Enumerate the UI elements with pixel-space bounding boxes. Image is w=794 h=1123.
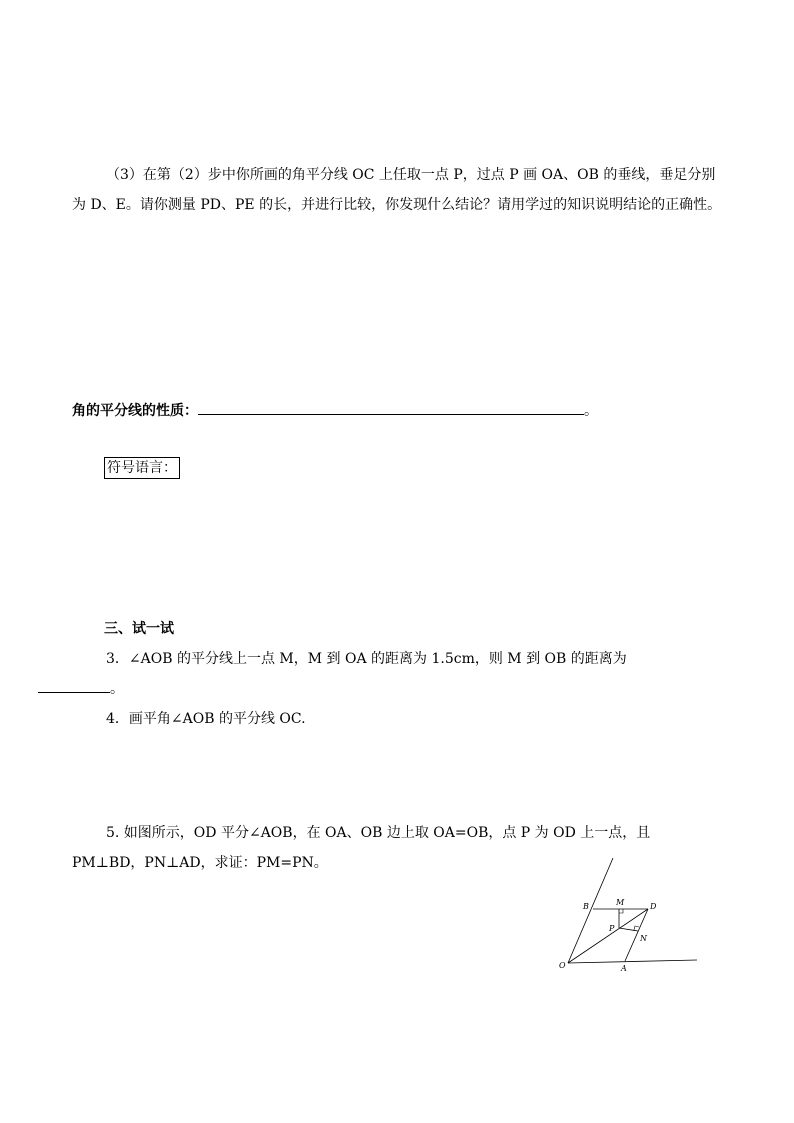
label-b: B [583, 902, 589, 911]
exercise-3 [72, 644, 722, 704]
section-title: 三、试一试 [104, 621, 174, 637]
exercise-3-text: 3．∠AOB 的平分线上一点 M，M 到 OA 的距离为 1.5cm，则 M 到 OB 的距离为 [106, 651, 627, 667]
label-o: O [559, 961, 566, 970]
label-a: A [621, 964, 627, 973]
question-3-text: （3）在第（2）步中你所画的角平分线 OC 上任取一点 P，过点 P 画 OA、OB 的垂线，垂足分别为 D、E。请你测量 PD、PE 的长，并进行比较，你发现什么结论？请用学过的知识说明结论的正确性。 [72, 167, 722, 213]
exercise-4-text: 4．画平角∠AOB 的平分线 OC. [106, 711, 306, 727]
label-d: D [650, 902, 657, 911]
symbol-language-box [104, 457, 180, 479]
ray-oa [568, 960, 697, 963]
label-m: M [616, 898, 625, 907]
label-n: N [640, 934, 647, 943]
label-p: P [609, 924, 615, 933]
symbol-language-label: 符号语言： [107, 460, 177, 476]
property-answer-blank[interactable] [198, 400, 584, 415]
right-angle-n [634, 926, 639, 930]
geometry-figure [555, 852, 715, 982]
property-end: 。 [584, 403, 598, 419]
exercise-5-text: 5. 如图所示，OD 平分∠AOB，在 OA、OB 边上取 OA=OB，点 P 为 OD 上一点，且 PM⊥BD，PN⊥AD，求证：PM=PN。 [72, 825, 651, 871]
segment-pn [619, 928, 638, 931]
exercise-3-answer-blank[interactable] [38, 678, 110, 693]
exercise-3-end: 。 [110, 681, 124, 697]
ray-ob [568, 858, 613, 963]
property-line [72, 396, 722, 426]
property-label: 角的平分线的性质： [72, 403, 198, 419]
right-angle-m [619, 909, 623, 913]
